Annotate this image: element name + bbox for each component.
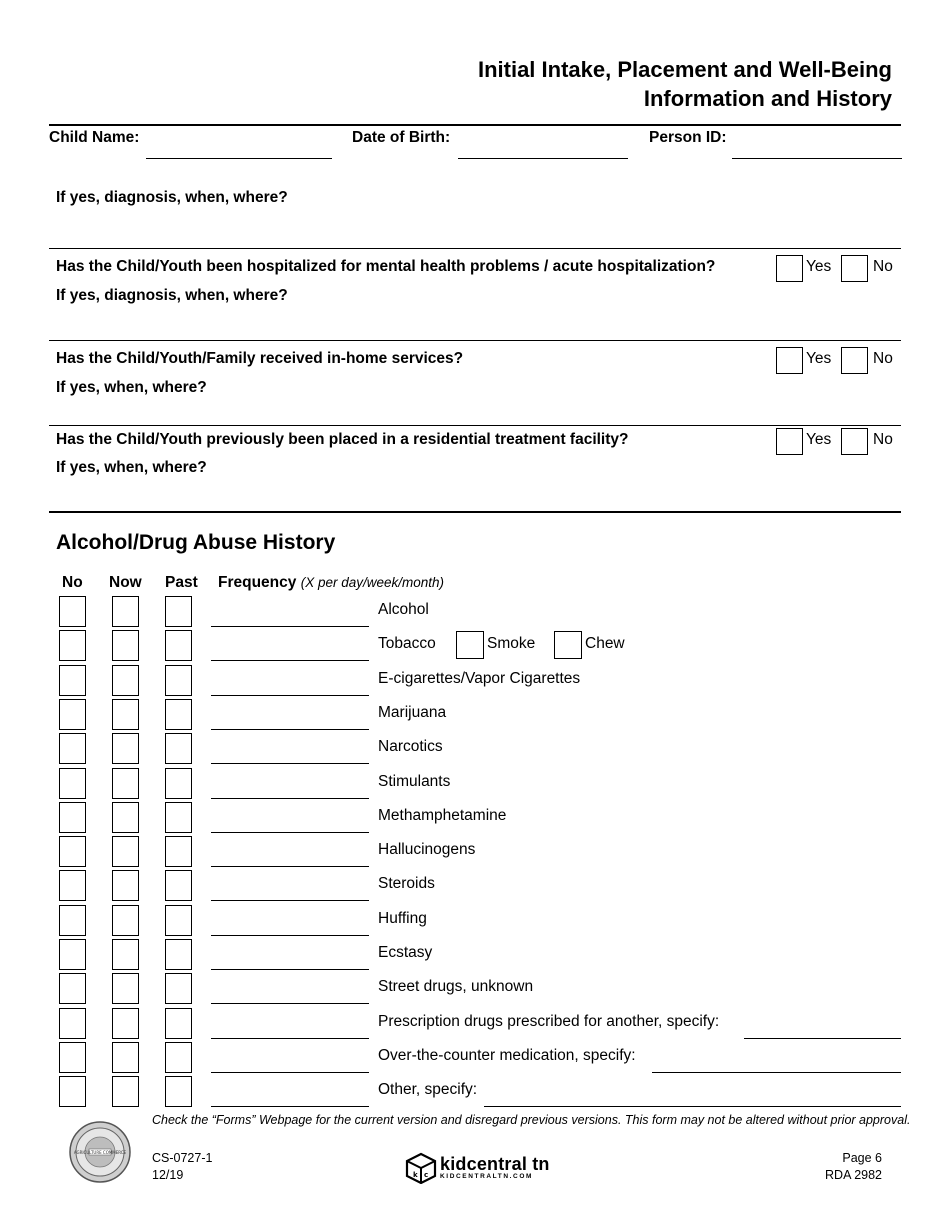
section-title: Alcohol/Drug Abuse History <box>56 531 336 554</box>
no-checkbox[interactable] <box>59 836 86 867</box>
no-checkbox[interactable] <box>59 1042 86 1073</box>
substance-label: Over-the-counter medication, specify: <box>378 1047 636 1064</box>
cube-logo-icon <box>405 1152 437 1184</box>
q2-followup: If yes, when, where? <box>56 379 207 396</box>
past-checkbox[interactable] <box>165 939 192 970</box>
logo-subtext: KIDCENTRALTN.COM <box>440 1173 533 1181</box>
no-checkbox[interactable] <box>59 870 86 901</box>
past-checkbox[interactable] <box>165 768 192 799</box>
q3-no-label: No <box>873 431 893 448</box>
past-checkbox[interactable] <box>165 699 192 730</box>
now-checkbox[interactable] <box>112 768 139 799</box>
now-checkbox[interactable] <box>112 630 139 661</box>
page-title <box>478 55 892 113</box>
frequency-label: Frequency <box>218 574 297 591</box>
state-seal <box>69 1121 131 1183</box>
child-name-field[interactable] <box>146 158 332 159</box>
substance-label: Stimulants <box>378 773 451 790</box>
frequency-field[interactable] <box>211 866 369 867</box>
now-checkbox[interactable] <box>112 836 139 867</box>
q1-followup: If yes, diagnosis, when, where? <box>56 287 288 304</box>
now-checkbox[interactable] <box>112 1076 139 1107</box>
substance-label: E-cigarettes/Vapor Cigarettes <box>378 670 581 687</box>
top-followup: If yes, diagnosis, when, where? <box>56 189 288 206</box>
form-date: 12/19 <box>152 1168 184 1182</box>
substance-label: Tobacco <box>378 635 436 652</box>
q3-yes-checkbox[interactable] <box>776 428 803 455</box>
frequency-field[interactable] <box>211 832 369 833</box>
form-number: CS-0727-1 <box>152 1151 213 1165</box>
past-checkbox[interactable] <box>165 733 192 764</box>
now-checkbox[interactable] <box>112 699 139 730</box>
no-checkbox[interactable] <box>59 1008 86 1039</box>
now-checkbox[interactable] <box>112 1042 139 1073</box>
col-now-header: Now <box>109 574 142 591</box>
substance-label: Alcohol <box>378 601 429 618</box>
substance-label: Steroids <box>378 875 435 892</box>
col-no-header: No <box>62 574 83 591</box>
frequency-field[interactable] <box>211 695 369 696</box>
q1-no-checkbox[interactable] <box>841 255 868 282</box>
section-rule <box>49 511 901 513</box>
q1-no-label: No <box>873 258 893 275</box>
frequency-field[interactable] <box>211 935 369 936</box>
now-checkbox[interactable] <box>112 733 139 764</box>
divider <box>49 425 901 426</box>
substance-label: Other, specify: <box>378 1081 478 1098</box>
seal-icon <box>69 1121 131 1183</box>
q3-followup: If yes, when, where? <box>56 459 207 476</box>
frequency-field[interactable] <box>211 660 369 661</box>
frequency-field[interactable] <box>211 729 369 730</box>
q2-yes-label: Yes <box>806 350 832 367</box>
now-checkbox[interactable] <box>112 665 139 696</box>
rda-number: RDA 2982 <box>825 1168 882 1182</box>
q3-no-checkbox[interactable] <box>841 428 868 455</box>
no-checkbox[interactable] <box>59 665 86 696</box>
no-checkbox[interactable] <box>59 802 86 833</box>
frequency-field[interactable] <box>211 1072 369 1073</box>
frequency-field[interactable] <box>211 1003 369 1004</box>
svg-text:c: c <box>424 1171 429 1179</box>
dob-label: Date of Birth: <box>352 129 451 146</box>
specify-field[interactable] <box>744 1038 901 1039</box>
frequency-field[interactable] <box>211 1106 369 1107</box>
person-id-field[interactable] <box>732 158 902 159</box>
frequency-field[interactable] <box>211 626 369 627</box>
substance-label: Hallucinogens <box>378 841 476 858</box>
now-checkbox[interactable] <box>112 870 139 901</box>
q3-yes-label: Yes <box>806 431 832 448</box>
seal-text: AGRICULTURE COMMERCE <box>73 1150 127 1155</box>
divider <box>49 340 901 341</box>
now-checkbox[interactable] <box>112 939 139 970</box>
past-checkbox[interactable] <box>165 1076 192 1107</box>
kidcentral-logo <box>405 1152 550 1184</box>
now-checkbox[interactable] <box>112 973 139 1004</box>
title-line-2: Information and History <box>643 86 892 111</box>
header-rule <box>49 124 901 126</box>
past-checkbox[interactable] <box>165 905 192 936</box>
now-checkbox[interactable] <box>112 802 139 833</box>
svg-text:k: k <box>413 1171 418 1179</box>
no-checkbox[interactable] <box>59 768 86 799</box>
q1-yes-label: Yes <box>806 258 832 275</box>
chew-label: Chew <box>585 635 625 652</box>
substance-label: Street drugs, unknown <box>378 978 534 995</box>
q2-no-checkbox[interactable] <box>841 347 868 374</box>
divider <box>49 248 901 249</box>
title-line-1: Initial Intake, Placement and Well-Being <box>477 57 892 82</box>
past-checkbox[interactable] <box>165 973 192 1004</box>
q2-no-label: No <box>873 350 893 367</box>
dob-field[interactable] <box>458 158 628 159</box>
question-in-home-services: Has the Child/Youth/Family received in-home services? <box>56 350 464 367</box>
smoke-label: Smoke <box>487 635 536 652</box>
frequency-field[interactable] <box>211 900 369 901</box>
no-checkbox[interactable] <box>59 596 86 627</box>
substance-label: Ecstasy <box>378 944 433 961</box>
substance-label: Narcotics <box>378 738 443 755</box>
past-checkbox[interactable] <box>165 1008 192 1039</box>
now-checkbox[interactable] <box>112 596 139 627</box>
past-checkbox[interactable] <box>165 870 192 901</box>
substance-label: Huffing <box>378 910 427 927</box>
question-hospitalized: Has the Child/Youth been hospitalized for mental health problems / acute hospitalization? <box>56 258 716 275</box>
no-checkbox[interactable] <box>59 630 86 661</box>
chew-checkbox[interactable] <box>554 631 582 659</box>
q1-yes-checkbox[interactable] <box>776 255 803 282</box>
past-checkbox[interactable] <box>165 802 192 833</box>
substance-label: Methamphetamine <box>378 807 507 824</box>
no-checkbox[interactable] <box>59 905 86 936</box>
q2-yes-checkbox[interactable] <box>776 347 803 374</box>
page-number: Page 6 <box>842 1151 882 1165</box>
no-checkbox[interactable] <box>59 699 86 730</box>
past-checkbox[interactable] <box>165 665 192 696</box>
past-checkbox[interactable] <box>165 1042 192 1073</box>
version-notice: Check the “Forms” Webpage for the current version and disregard previous versions. This form may not be altered without prior approval. <box>152 1113 911 1127</box>
col-frequency-header <box>218 574 444 592</box>
specify-field[interactable] <box>652 1072 901 1073</box>
past-checkbox[interactable] <box>165 836 192 867</box>
child-name-label: Child Name: <box>49 129 140 146</box>
past-checkbox[interactable] <box>165 596 192 627</box>
frequency-field[interactable] <box>211 798 369 799</box>
person-id-label: Person ID: <box>649 129 727 146</box>
frequency-note: (X per day/week/month) <box>300 575 445 590</box>
no-checkbox[interactable] <box>59 939 86 970</box>
past-checkbox[interactable] <box>165 630 192 661</box>
frequency-field[interactable] <box>211 969 369 970</box>
question-residential-treatment: Has the Child/Youth previously been placed in a residential treatment facility? <box>56 431 629 448</box>
now-checkbox[interactable] <box>112 905 139 936</box>
frequency-field[interactable] <box>211 763 369 764</box>
frequency-field[interactable] <box>211 1038 369 1039</box>
col-past-header: Past <box>165 574 198 591</box>
no-checkbox[interactable] <box>59 973 86 1004</box>
logo-text: kidcentral tn <box>440 1154 550 1175</box>
substance-label: Marijuana <box>378 704 447 721</box>
no-checkbox[interactable] <box>59 733 86 764</box>
smoke-checkbox[interactable] <box>456 631 484 659</box>
specify-field[interactable] <box>484 1106 901 1107</box>
no-checkbox[interactable] <box>59 1076 86 1107</box>
now-checkbox[interactable] <box>112 1008 139 1039</box>
substance-label: Prescription drugs prescribed for another, specify: <box>378 1013 720 1030</box>
